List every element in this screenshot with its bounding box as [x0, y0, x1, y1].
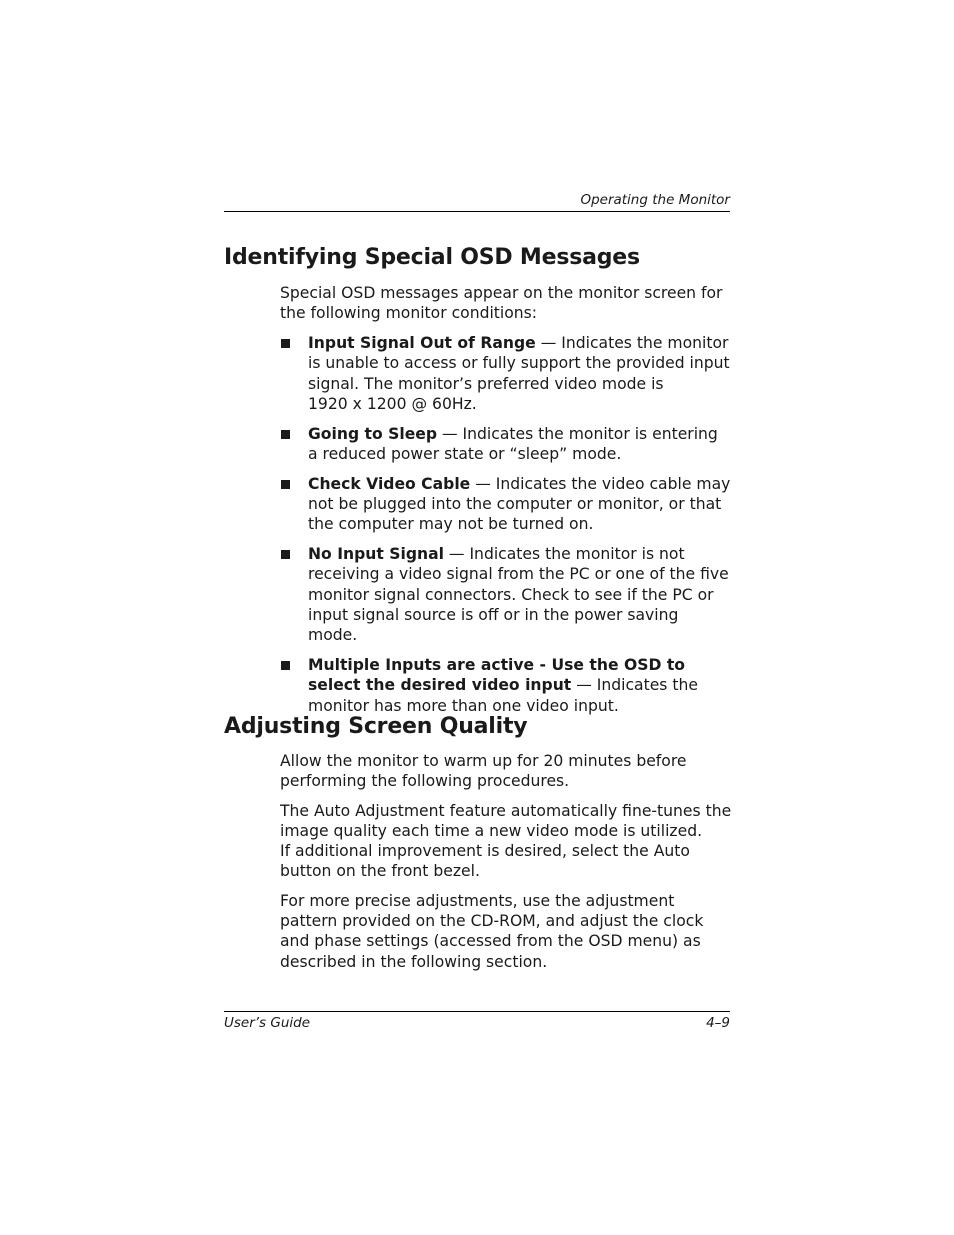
- list-item: [280, 474, 732, 535]
- item-description: — Indicates the monitor is entering a reduced power state or “sleep” mode.: [308, 424, 718, 463]
- item-term: No Input Signal: [308, 545, 444, 564]
- item-term: Multiple Inputs are active - Use the OSD to select the desired video input: [308, 656, 685, 695]
- auto-adjust-sentence: The Auto Adjustment feature automatically fine-tunes the image quality each time a new video mode is utilized.: [280, 801, 732, 840]
- list-item: [280, 655, 732, 716]
- item-description: — Indicates the monitor is unable to access or fully support the provided input signal. The monitor’s preferred video mode is: [308, 334, 730, 393]
- auto-button-sentence: If additional improvement is desired, select the Auto button on the front bezel.: [280, 842, 690, 881]
- list-item: [280, 333, 732, 414]
- item-term: Going to Sleep: [308, 424, 438, 443]
- list-item: [280, 544, 732, 645]
- item-description: — Indicates the monitor has more than one video input.: [308, 676, 698, 715]
- screen-quality-block: [280, 751, 732, 972]
- running-header: Operating the Monitor: [580, 192, 730, 208]
- section-heading-osd-messages: Identifying Special OSD Messages: [224, 245, 640, 270]
- warm-up-paragraph: Allow the monitor to warm up for 20 minutes before performing the following procedures.: [280, 752, 687, 791]
- auto-adjust-paragraph: [280, 801, 732, 882]
- square-bullet-icon: [281, 339, 290, 348]
- square-bullet-icon: [281, 430, 290, 439]
- item-description: — Indicates the video cable may not be plugged into the computer or monitor, or that the computer may not be turned on.: [308, 474, 731, 534]
- square-bullet-icon: [281, 550, 290, 559]
- precise-adjust-paragraph: For more precise adjustments, use the adjustment pattern provided on the CD-ROM, and adjust the clock and phase settings (accessed from the OSD menu) as described in the following section.: [280, 891, 704, 971]
- section-heading-screen-quality: Adjusting Screen Quality: [224, 714, 528, 739]
- item-description: — Indicates the monitor is not receiving a video signal from the PC or one of the five monitor signal connectors. Check to see if the PC or input signal source is off or in the power saving mode.: [308, 545, 729, 645]
- square-bullet-icon: [281, 480, 290, 489]
- osd-message-list: [280, 333, 732, 726]
- page-number: 4–9: [706, 1015, 730, 1031]
- osd-intro-paragraph: Special OSD messages appear on the monitor screen for the following monitor conditions:: [280, 284, 723, 323]
- item-term: Input Signal Out of Range: [308, 334, 536, 352]
- header-rule: [224, 211, 730, 212]
- square-bullet-icon: [281, 661, 290, 670]
- footer-guide-title: User’s Guide: [224, 1015, 311, 1031]
- item-term: Check Video Cable: [308, 474, 471, 493]
- osd-intro-block: [280, 283, 732, 324]
- list-item: [280, 424, 732, 465]
- footer-rule: [224, 1011, 730, 1012]
- item-description-line: 1920 x 1200 @ 60Hz.: [308, 394, 477, 413]
